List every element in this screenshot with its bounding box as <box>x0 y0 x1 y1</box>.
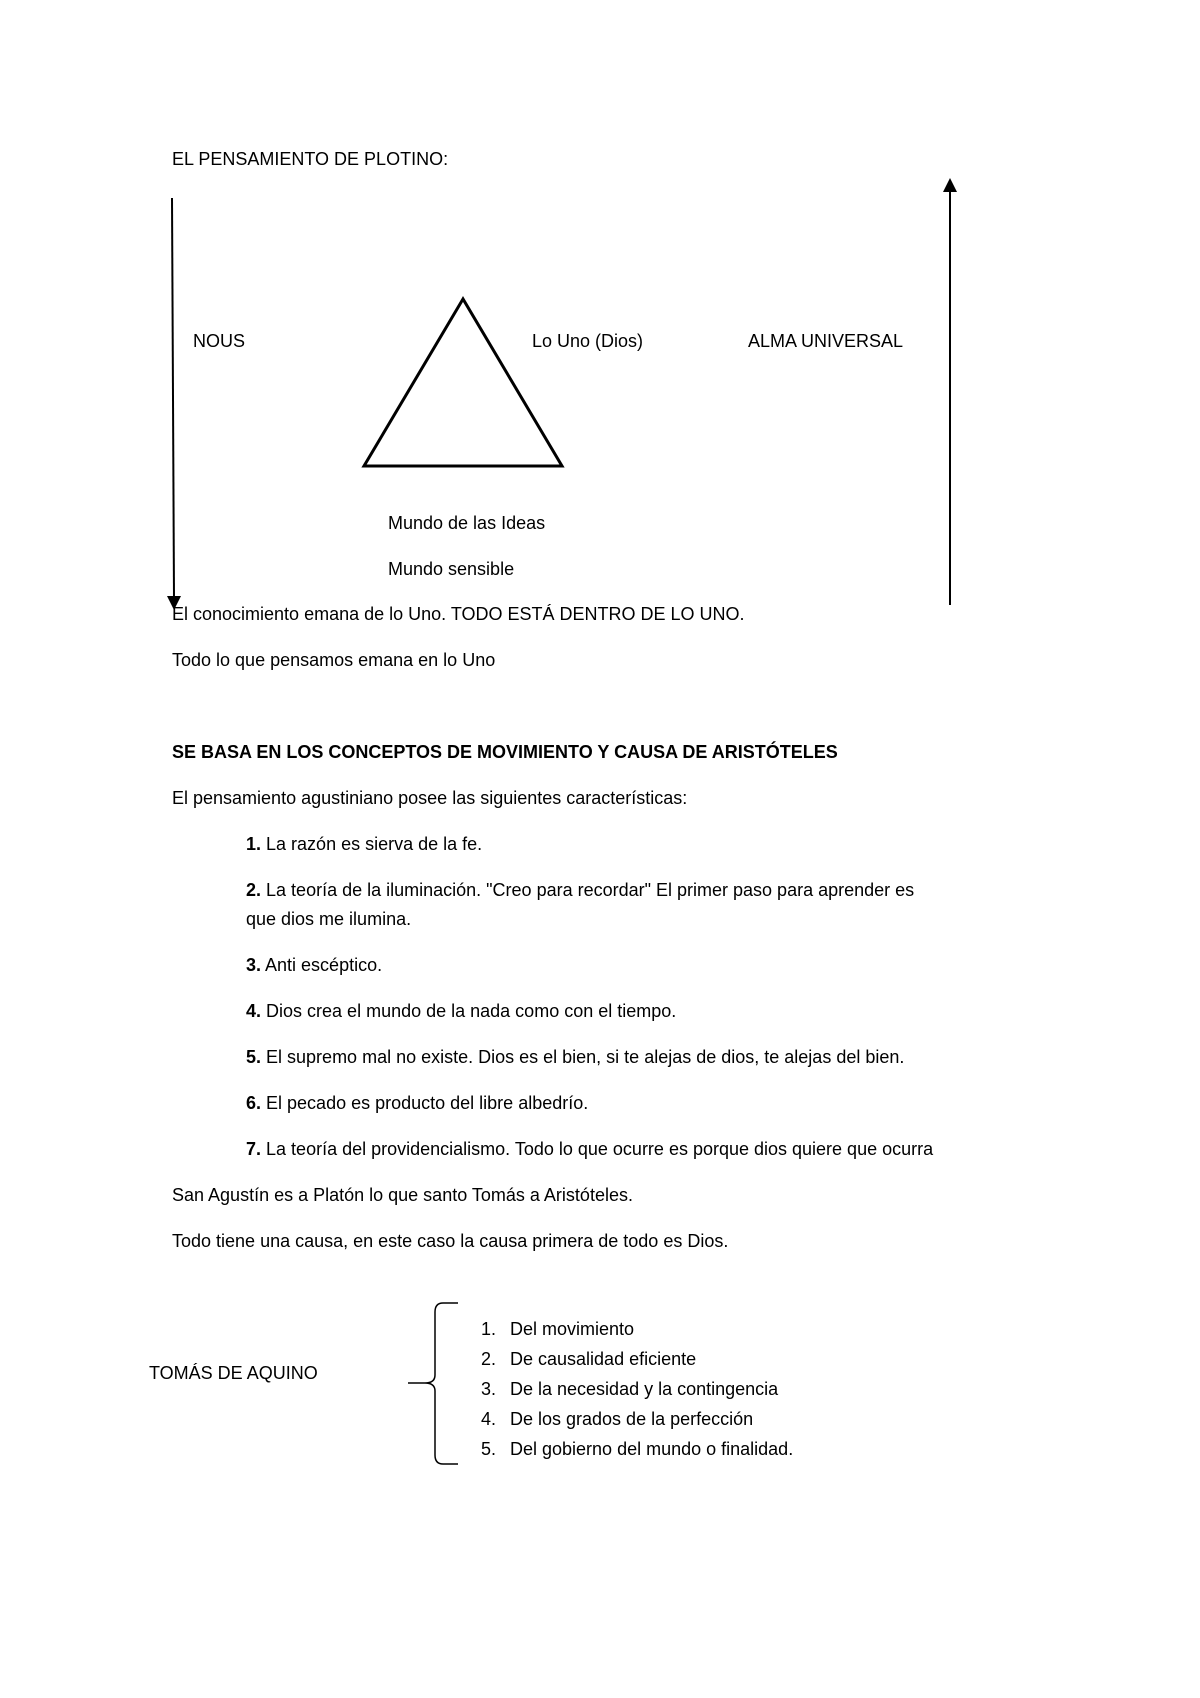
conocimiento-text: El conocimiento emana de lo Uno. TODO ESTÁ DENTRO DE LO UNO. <box>172 604 745 624</box>
item-number: 2. <box>246 880 262 900</box>
item-text: Anti escéptico. <box>265 955 383 975</box>
via-number: 3. <box>480 1379 496 1399</box>
list-item <box>460 1348 696 1370</box>
via-text: De los grados de la perfección <box>510 1409 754 1429</box>
list-item <box>460 1408 753 1430</box>
lo-uno-label: Lo Uno (Dios) <box>532 331 644 351</box>
via-text: Del gobierno del mundo o finalidad. <box>510 1439 794 1459</box>
item-number: 1. <box>246 834 262 854</box>
up-arrow-head <box>943 178 957 192</box>
nous-label: NOUS <box>193 331 246 351</box>
item-text: Dios crea el mundo de la nada como con el tiempo. <box>266 1001 677 1021</box>
via-number: 5. <box>480 1439 496 1459</box>
agustin-heading: SE BASA EN LOS CONCEPTOS DE MOVIMIENTO Y CAUSA DE ARISTÓTELES <box>172 742 838 762</box>
list-item <box>460 1378 778 1400</box>
item-text: La teoría del providencialismo. Todo lo que ocurre es porque dios quiere que ocurra <box>266 1139 934 1159</box>
item-text-continued: que dios me ilumina. <box>246 909 412 929</box>
mundo-sensible-label: Mundo sensible <box>388 559 515 579</box>
alma-universal-label: ALMA UNIVERSAL <box>748 331 904 351</box>
list-item <box>246 954 382 976</box>
brace <box>408 1303 458 1464</box>
list-item <box>246 1092 588 1114</box>
list-item <box>246 833 482 855</box>
plotino-title: EL PENSAMIENTO DE PLOTINO: <box>172 149 449 169</box>
platon-text: San Agustín es a Platón lo que santo Tomás a Aristóteles. <box>172 1185 633 1205</box>
list-item <box>460 1318 634 1340</box>
via-text: De causalidad eficiente <box>510 1349 697 1369</box>
item-number: 6. <box>246 1093 262 1113</box>
item-number: 5. <box>246 1047 262 1067</box>
list-item <box>246 1000 676 1022</box>
via-number: 2. <box>480 1349 496 1369</box>
list-item <box>246 1046 904 1068</box>
triangle <box>364 299 562 466</box>
tomas-label: TOMÁS DE AQUINO <box>149 1363 318 1383</box>
item-text: La teoría de la iluminación. "Creo para recordar" El primer paso para aprender es <box>266 880 915 900</box>
item-number: 4. <box>246 1001 262 1021</box>
via-text: Del movimiento <box>510 1319 635 1339</box>
agustin-intro: El pensamiento agustiniano posee las siguientes características: <box>172 788 688 808</box>
list-item <box>460 1438 793 1460</box>
causa-text: Todo tiene una causa, en este caso la causa primera de todo es Dios. <box>172 1231 729 1251</box>
todo-lo-que-text: Todo lo que pensamos emana en lo Uno <box>172 650 496 670</box>
item-text: La razón es sierva de la fe. <box>266 834 483 854</box>
list-item <box>246 1138 933 1160</box>
item-text: El pecado es producto del libre albedrío. <box>266 1093 589 1113</box>
list-item <box>246 879 914 901</box>
via-text: De la necesidad y la contingencia <box>510 1379 779 1399</box>
item-number: 7. <box>246 1139 262 1159</box>
down-arrow-line <box>172 198 174 598</box>
via-number: 1. <box>480 1319 496 1339</box>
item-text: El supremo mal no existe. Dios es el bien, si te alejas de dios, te alejas del bien. <box>266 1047 905 1067</box>
via-number: 4. <box>480 1409 496 1429</box>
item-number: 3. <box>246 955 262 975</box>
mundo-ideas-label: Mundo de las Ideas <box>388 513 546 533</box>
